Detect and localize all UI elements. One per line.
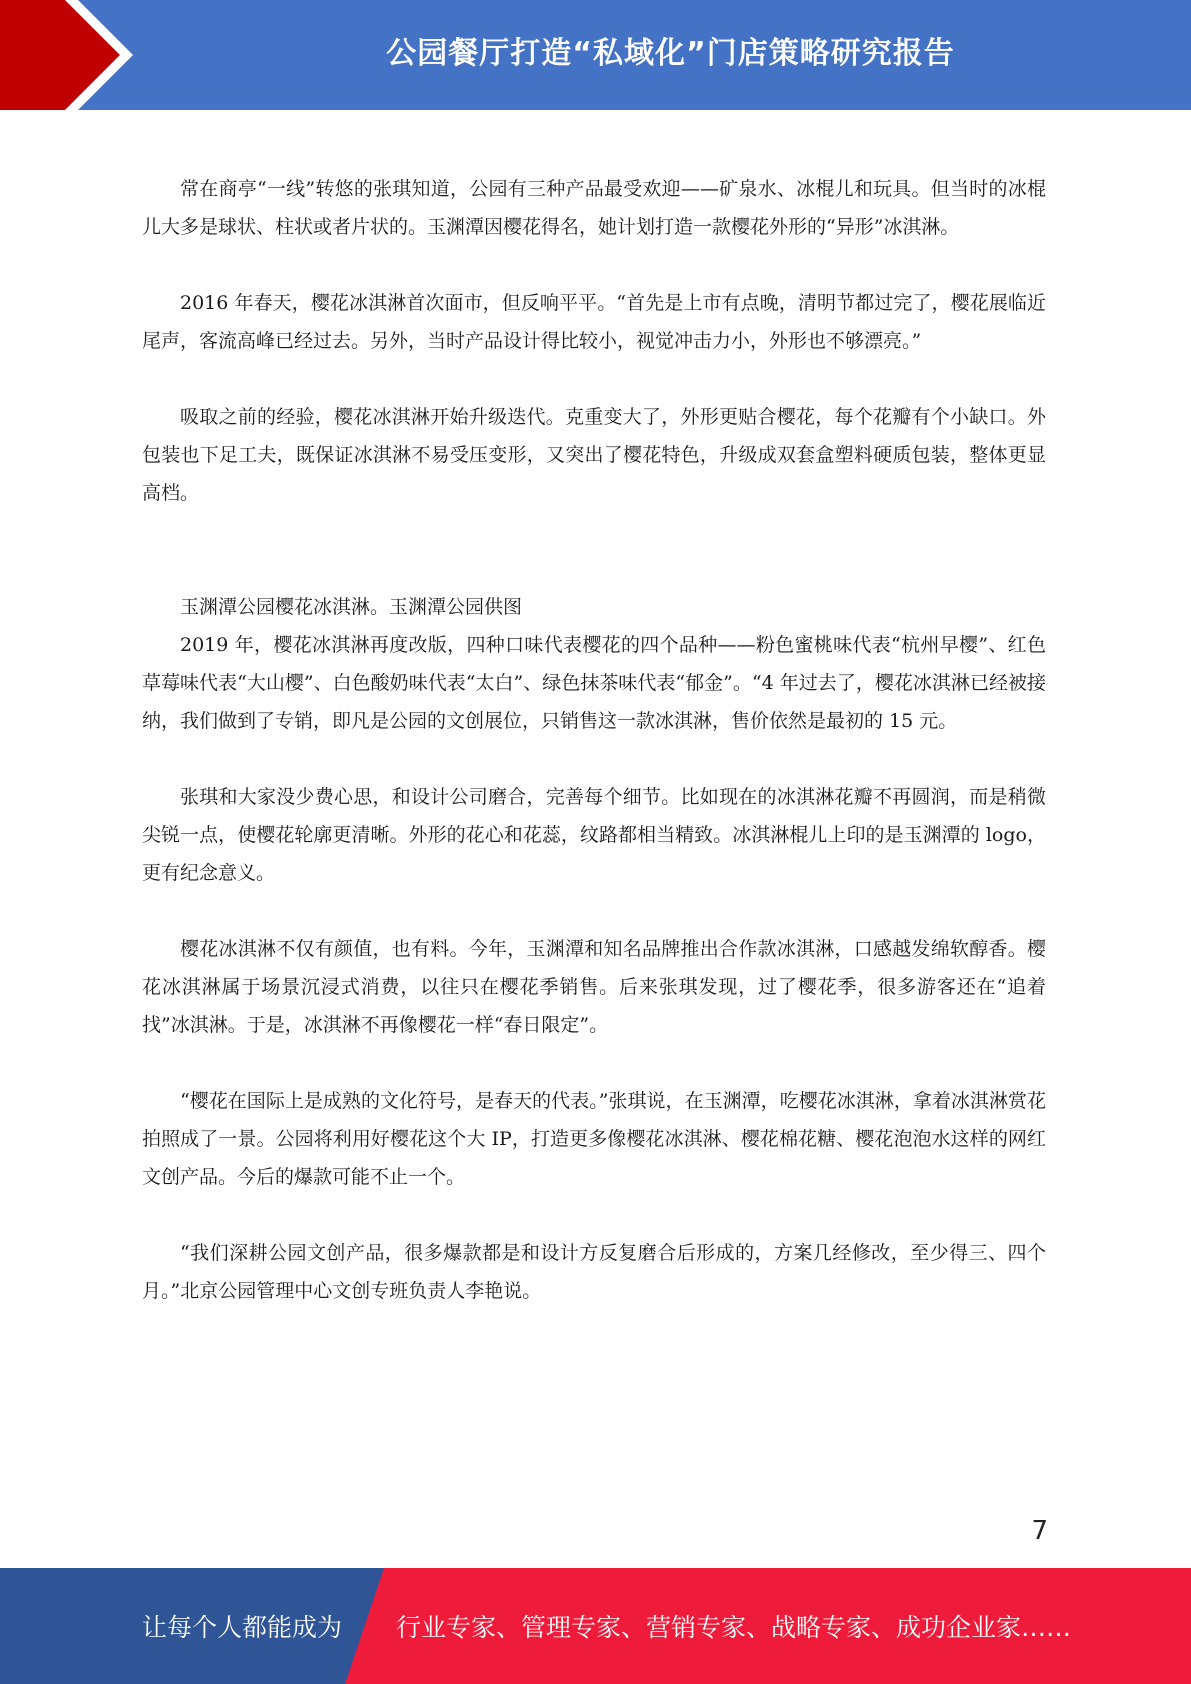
footer-slogan-left: 让每个人都能成为 (142, 1613, 343, 1642)
footer-slogan-right: 行业专家、管理专家、营销专家、战略专家、成功企业家…… (396, 1613, 1072, 1642)
paragraph: “我们深耕公园文创产品，很多爆款都是和设计方反复磨合后形成的，方案几经修改，至少得三、四个月。”北京公园管理中心文创专班负责人李艳说。 (142, 1242, 1046, 1302)
page-footer (0, 1568, 1191, 1684)
paragraph: “樱花在国际上是成熟的文化符号，是春天的代表。”张琪说，在玉渊潭，吃樱花冰淇淋，拿着冰淇淋赏花拍照成了一景。公园将利用好樱花这个大 IP，打造更多像樱花冰淇淋、樱花棉花糖、樱花泡泡水这样的网红文创产品。今后的爆款可能不止一个。 (142, 1090, 1046, 1188)
paragraph: 2019 年，樱花冰淇淋再度改版，四种口味代表樱花的四个品种——粉色蜜桃味代表“杭州早樱”、红色草莓味代表“大山樱”、白色酸奶味代表“太白”、绿色抹茶味代表“郁金”。“4 年过去了，樱花冰淇淋已经被接纳，我们做到了专销，即凡是公园的文创展位，只销售这一款冰淇淋，售价依然是最初的 15 元。 (142, 634, 1046, 732)
page-header (0, 0, 1191, 110)
image-caption: 玉渊潭公园樱花冰淇淋。玉渊潭公园供图 (180, 596, 523, 618)
paragraph: 常在商亭“一线”转悠的张琪知道，公园有三种产品最受欢迎——矿泉水、冰棍儿和玩具。但当时的冰棍儿大多是球状、柱状或者片状的。玉渊潭因樱花得名，她计划打造一款樱花外形的“异形”冰淇淋。 (142, 178, 1046, 238)
header-chevron-icon (0, 0, 160, 110)
document-title: 公园餐厅打造“私域化”门店策略研究报告 (386, 36, 955, 71)
paragraph: 吸取之前的经验，樱花冰淇淋开始升级迭代。克重变大了，外形更贴合樱花，每个花瓣有个小缺口。外包装也下足工夫，既保证冰淇淋不易受压变形，又突出了樱花特色，升级成双套盒塑料硬质包装，整体更显高档。 (142, 406, 1046, 504)
article-body (142, 170, 1046, 1310)
page-number: 7 (1031, 1516, 1048, 1546)
paragraph: 张琪和大家没少费心思，和设计公司磨合，完善每个细节。比如现在的冰淇淋花瓣不再圆润，而是稍微尖锐一点，使樱花轮廓更清晰。外形的花心和花蕊，纹路都相当精致。冰淇淋棍儿上印的是玉渊潭的 logo，更有纪念意义。 (142, 786, 1046, 884)
paragraph: 樱花冰淇淋不仅有颜值，也有料。今年，玉渊潭和知名品牌推出合作款冰淇淋，口感越发绵软醇香。樱花冰淇淋属于场景沉浸式消费，以往只在樱花季销售。后来张琪发现，过了樱花季，很多游客还在“追着找”冰淇淋。于是，冰淇淋不再像樱花一样“春日限定”。 (142, 938, 1046, 1036)
paragraph: 2016 年春天，樱花冰淇淋首次面市，但反响平平。“首先是上市有点晚，清明节都过完了，樱花展临近尾声，客流高峰已经过去。另外，当时产品设计得比较小，视觉冲击力小，外形也不够漂亮。” (142, 292, 1046, 352)
